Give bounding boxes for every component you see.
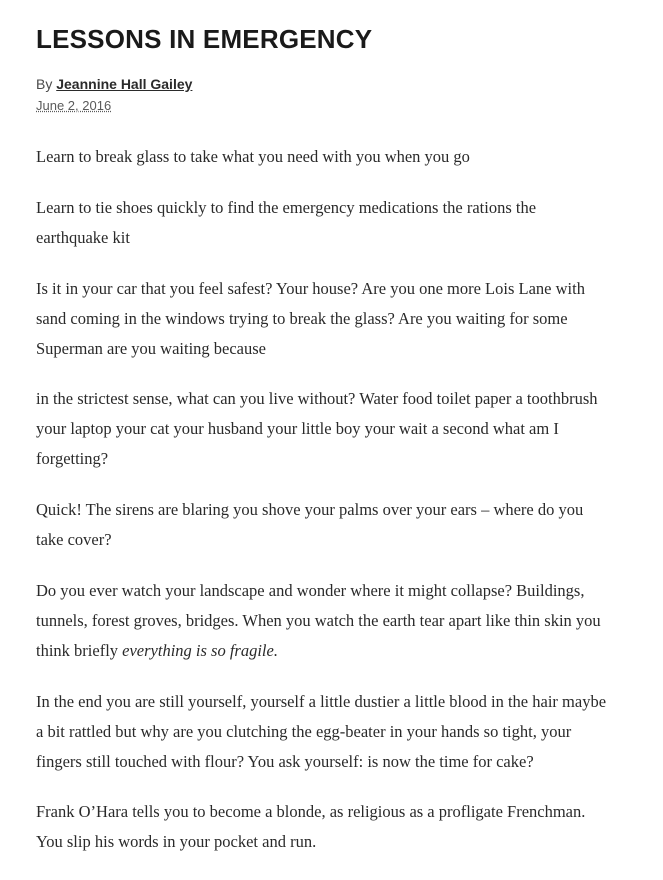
stanza-8 [36,797,656,857]
poem-line: Do you ever watch your landscape and wonder where it might collapse? Buildings, [36,581,585,600]
poem-line: In the end you are still yourself, yourself a little dustier a little blood in the hair maybe [36,692,607,711]
stanza-4 [36,384,656,474]
poem-line: take cover? [36,530,112,549]
author-link[interactable]: Jeannine Hall Gailey [56,76,193,92]
poem-line: Superman are you waiting because [36,339,267,358]
poem-line: Quick! The sirens are blaring you shove your palms over your ears – where do you [36,500,584,519]
poem-line [36,636,656,666]
stanza-7 [36,687,656,777]
poem-line: Frank O’Hara tells you to become a blonde, as religious as a profligate Frenchman. [36,802,586,821]
stanza-6 [36,576,656,666]
poem-line: your laptop your cat your husband your little boy your wait a second what am I [36,419,559,438]
byline [36,76,192,93]
poem-line: Learn to tie shoes quickly to find the emergency medications the rations the [36,198,537,217]
poem-line: forgetting? [36,449,109,468]
post-date[interactable]: June 2, 2016 [36,98,112,113]
poem-line: Learn to break glass to take what you need with you when you go [36,147,470,166]
poem-line-plain: think briefly [36,641,123,660]
stanza-5 [36,495,656,555]
poem-line: earthquake kit [36,228,130,247]
stanza-3 [36,274,656,364]
poem-line: sand coming in the windows trying to break the glass? Are you waiting for some [36,309,568,328]
stanza-1 [36,142,656,172]
byline-prefix: By [36,76,57,92]
poem-line: You slip his words in your pocket and run. [36,832,317,851]
stanza-2 [36,193,656,253]
poem-line-italic: everything is so fragile. [122,641,278,660]
poem-line: in the strictest sense, what can you live without? Water food toilet paper a toothbrush [36,389,598,408]
poem-line: fingers still touched with flour? You ask yourself: is now the time for cake? [36,752,534,771]
poem-line: a bit rattled but why are you clutching the egg-beater in your hands so tight, your [36,722,572,741]
article-title: LESSONS IN EMERGENCY [36,24,373,54]
poem-line: Is it in your car that you feel safest? Your house? Are you one more Lois Lane with [36,279,585,298]
poem-line: tunnels, forest groves, bridges. When you watch the earth tear apart like thin skin you [36,611,601,630]
